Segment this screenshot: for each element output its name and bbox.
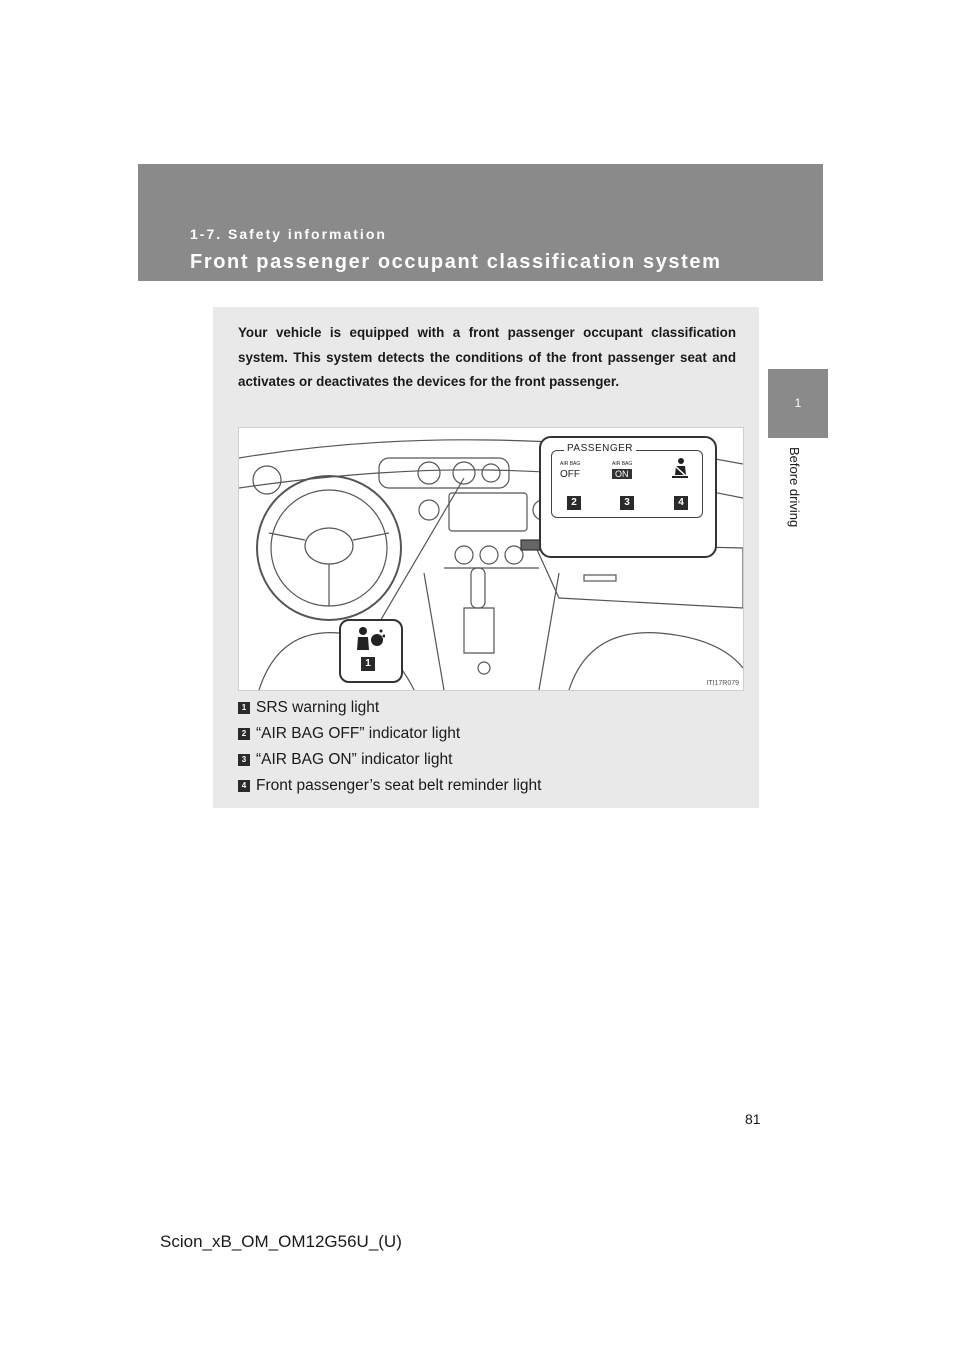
legend-item — [238, 773, 738, 799]
legend-item — [238, 695, 738, 721]
intro-paragraph: Your vehicle is equipped with a front passenger occupant classification system. This system detects the conditions of the front passenger seat and activates or deactivates the devices for the front passenger. — [238, 325, 736, 389]
legend-number: 1 — [238, 702, 250, 714]
section-label: 1-7. Safety information — [190, 226, 387, 242]
callout-number-2: 2 — [567, 496, 581, 510]
legend-number: 4 — [238, 780, 250, 792]
passenger-indicator-callout — [539, 436, 717, 558]
legend-text: “AIR BAG OFF” indicator light — [256, 725, 461, 742]
seatbelt-reminder-icon — [670, 457, 690, 481]
document-code: Scion_xB_OM_OM12G56U_(U) — [160, 1232, 402, 1251]
legend-number: 3 — [238, 754, 250, 766]
airbag-on-label: ON — [612, 469, 632, 479]
header-band — [138, 164, 823, 281]
airbag-off-caption: AIR BAG — [560, 461, 581, 467]
chapter-tab[interactable]: 1 — [768, 369, 828, 438]
callout-number-4: 4 — [674, 496, 688, 510]
airbag-off-label: OFF — [560, 469, 580, 480]
chapter-label-text: Before driving — [787, 447, 802, 528]
content-box — [213, 307, 759, 808]
dashboard-illustration — [238, 427, 744, 691]
page-number: 81 — [745, 1111, 761, 1127]
srs-airbag-icon — [355, 626, 385, 652]
legend-item — [238, 747, 738, 773]
legend-text: Front passenger’s seat belt reminder light — [256, 777, 542, 794]
legend-list — [238, 695, 738, 799]
panel-title: PASSENGER — [564, 443, 636, 454]
legend-number: 2 — [238, 728, 250, 740]
figure-code: ITI17R079 — [706, 680, 739, 687]
page-title: Front passenger occupant classification system — [190, 251, 722, 273]
legend-text: SRS warning light — [256, 699, 380, 716]
legend-item — [238, 721, 738, 747]
chapter-label — [769, 447, 827, 557]
legend-text: “AIR BAG ON” indicator light — [256, 751, 453, 768]
srs-callout — [339, 619, 403, 683]
airbag-on-caption: AIR BAG — [612, 461, 633, 467]
callout-number-3: 3 — [620, 496, 634, 510]
callout-number-1: 1 — [361, 657, 375, 671]
passenger-indicator-panel — [551, 443, 703, 518]
